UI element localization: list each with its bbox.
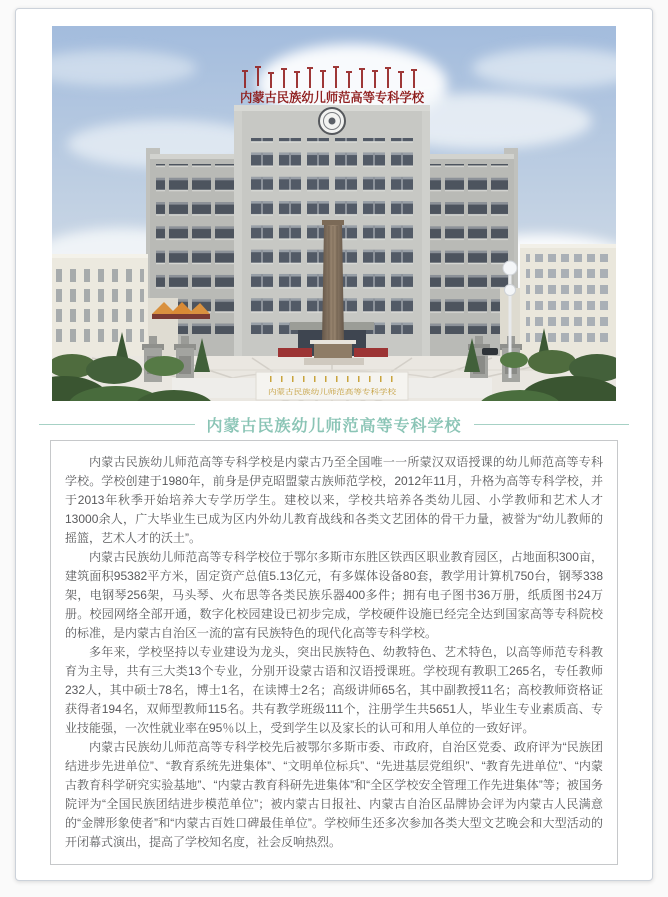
paragraph-3: 多年来，学校坚持以专业建设为龙头，突出民族特色、幼教特色、艺术特色，以高等师范专科教育为主导，共有三大类13个专业，分别开设蒙古语和汉语授课班。学校现有教职工265名，专任教师232人，其中硕士78名，博士1名，在读博士2名；高级讲师65名，其中副教授11名；高校教师资格证获得者194名，双师型教师115名。共有教学班级111个，注册学生共5651人，毕业生专业素质高、专业技能强，一次性就业率在95％以上，受到学生以及家长的认可和用人单位的一致好评。 xyxy=(65,645,603,735)
campus-photo xyxy=(52,26,616,401)
paragraph-1: 内蒙古民族幼儿师范高等专科学校是内蒙古乃至全国唯一一所蒙汉双语授课的幼儿师范高等专科学校。学校创建于1980年，前身是伊克昭盟蒙古族师范学校，2012年11月，升格为高等专科学校，并于2013年秋季开始培养大专学历学生。建校以来，学校共培养各类幼儿园、小学教师和艺术人才13000余人，广大毕业生已成为区内外幼儿教育战线和各类文艺团体的骨干力量，被誉为“幼儿教师的摇篮，艺术人才的沃土”。 xyxy=(65,455,603,545)
rooftop-sign-text: 内蒙古民族幼儿师范高等专科学校 xyxy=(240,90,425,105)
paragraph-2: 内蒙古民族幼儿师范高等专科学校位于鄂尔多斯市东胜区铁西区职业教育园区，占地面积300亩，建筑面积95382平方米，固定资产总值5.13亿元，有多媒体设备80套，教学用计算机750台，钢琴338架，电钢琴256架，马头琴、火布思等各类民族乐器400多件；拥有电子图书36万册，纸质图书24万册。校园网络全部开通，数字化校园建设已初步完成，学校硬件设施已经完全达到国家高等专科院校的标准，是内蒙古自治区一流的富有民族特色的现代化高等专科学校。 xyxy=(65,550,603,640)
flowerbed-left xyxy=(278,348,312,357)
article-body xyxy=(50,440,618,865)
campus-photo-illustration xyxy=(52,26,616,401)
flowerbed-right xyxy=(354,348,388,357)
vehicle xyxy=(482,348,498,355)
gate-sign-text: 内蒙古民族幼儿师范高等专科学校 xyxy=(268,389,373,396)
article-card xyxy=(15,8,653,881)
title-rule-right xyxy=(474,424,630,425)
page-title: 内蒙古民族幼儿师范高等专科学校 xyxy=(206,417,462,435)
section-title-row xyxy=(39,413,629,435)
paragraph-4: 内蒙古民族幼儿师范高等专科学校先后被鄂尔多斯市委、市政府，自治区党委、政府评为“民族团结进步先进单位”、“教育系统先进集体”、“文明单位标兵”、“先进基层党组织”、“教育先进单位”、“内蒙古教育科学研究实验基地”、“内蒙古教育科研先进集体”和“全区学校安全管理工作先进集体”等；被国务院评为“全国民族团结进步模范单位”；被内蒙古日报社、内蒙古自治区品牌协会评为内蒙古人民满意的“金牌形象使者”和“内蒙古百姓口碑最佳单位”。学校师生还多次参加各类大型文艺晚会和大型活动的开闭幕式演出，提高了学校知名度，社会反响热烈。 xyxy=(65,740,603,849)
title-rule-left xyxy=(39,424,195,425)
school-emblem-icon xyxy=(319,108,345,134)
